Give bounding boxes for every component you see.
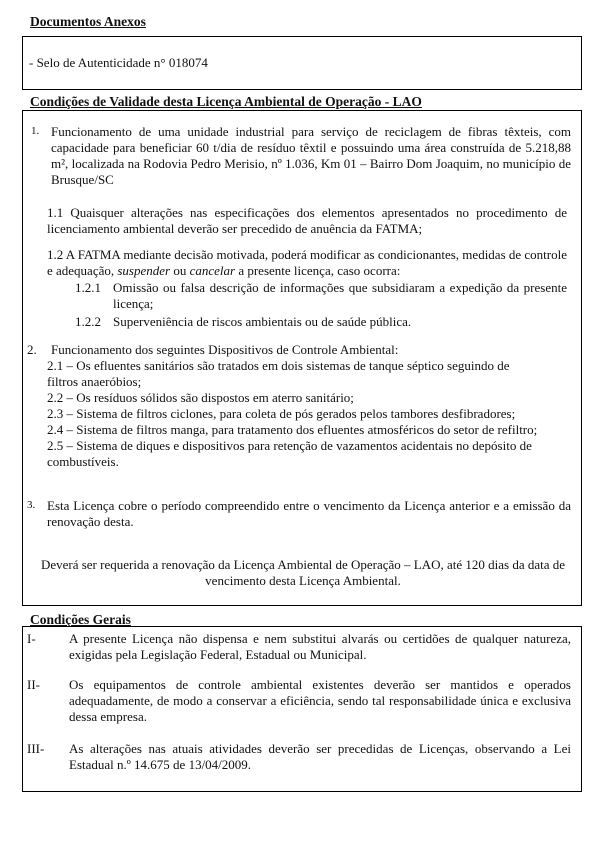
item1-2-1-number: 1.2.1: [75, 280, 101, 295]
item1-text: Funcionamento de uma unidade industrial para serviço de reciclagem de fibras têxteis, com capacidade para beneficiar 60 t/dia de resíduo têxtil e possuindo uma área construída de 5.218,88 m², localizada na Rodovia Pedro Merisio, nº 1.036, Km 01 – Bairro Dom Joaquim, no município de Brusque/SC: [51, 124, 571, 187]
item1-1-text: 1.1 Quaisquer alterações nas especificações dos elementos apresentados no procedimento de licenciamento ambiental deverão ser precedido de anuência da FATMA;: [47, 205, 567, 236]
geral-2-number: II-: [27, 677, 40, 692]
item3-number: 3.: [27, 499, 36, 511]
geral-1-text: A presente Licença não dispensa e nem substitui alvarás ou certidões de qualquer natureza, exigidas pela Legislação Federal, Estadual ou Municipal.: [69, 631, 571, 662]
anexos-title: Documentos Anexos: [30, 14, 146, 29]
geral-3-number: III-: [27, 741, 45, 756]
item1-2-1-text: Omissão ou falsa descrição de informações que subsidiaram a expedição da presente licença;: [113, 280, 567, 311]
item2-2: 2.2 – Os resíduos sólidos são dispostos em aterro sanitário;: [47, 390, 354, 405]
item1-2-text-e: a presente licença, caso ocorra:: [235, 263, 401, 278]
geral-1-number: I-: [27, 631, 36, 646]
item1-2-text: [47, 247, 567, 279]
item1-number: 1.: [31, 125, 40, 137]
anexos-box: [22, 36, 582, 90]
geral-2-text: Os equipamentos de controle ambiental existentes deverão ser mantidos e operados adequadamente, de modo a conservar a eficiência, sendo tal responsabilidade única e exclusiva dessa empresa.: [69, 677, 571, 724]
item2-number: 2.: [27, 342, 37, 357]
gerais-title: Condições Gerais: [30, 612, 131, 627]
item2-5: 2.5 – Sistema de diques e dispositivos para retenção de vazamentos acidentais no depósito de combustíveis.: [47, 438, 532, 469]
item2-4: 2.4 – Sistema de filtros manga, para tratamento dos efluentes atmosféricos do setor de refiltro;: [47, 422, 538, 437]
item2-1: 2.1 – Os efluentes sanitários são tratados em dois sistemas de tanque séptico seguindo de filtros anaeróbios;: [47, 358, 510, 389]
cancelar-word: cancelar: [189, 263, 236, 278]
item1-2-2-text: Superveniência de riscos ambientais ou de saúde pública.: [113, 314, 412, 329]
gerais-box: [22, 626, 582, 792]
geral-3-text: As alterações nas atuais atividades deverão ser precedidas de Licenças, observando a Lei Estadual n.º 14.675 de 13/04/2009.: [69, 741, 571, 772]
validade-box: [22, 110, 582, 606]
item1-2-text-c: ou: [170, 263, 190, 278]
item1-2-2-number: 1.2.2: [75, 314, 101, 329]
suspender-word: suspender: [117, 263, 171, 278]
item2-3: 2.3 – Sistema de filtros ciclones, para coleta de pós gerados pelos tambores desfibradores;: [47, 406, 516, 421]
renovacao-text: Deverá ser requerida a renovação da Licença Ambiental de Operação – LAO, até 120 dias da data de vencimento desta Licença Ambiental.: [40, 557, 566, 588]
item2-text: Funcionamento dos seguintes Dispositivos de Controle Ambiental:: [51, 342, 399, 357]
item1-2-text-a: 1.2 A FATMA mediante decisão motivada, poderá modificar as condicionantes, medidas de controle e adequação,: [47, 247, 567, 278]
selo-line: - Selo de Autenticidade n° 018074: [29, 55, 208, 70]
validade-title: Condições de Validade desta Licença Ambiental de Operação - LAO: [30, 94, 422, 109]
item3-text: Esta Licença cobre o período compreendido entre o vencimento da Licença anterior e a emissão da renovação desta.: [47, 498, 571, 529]
